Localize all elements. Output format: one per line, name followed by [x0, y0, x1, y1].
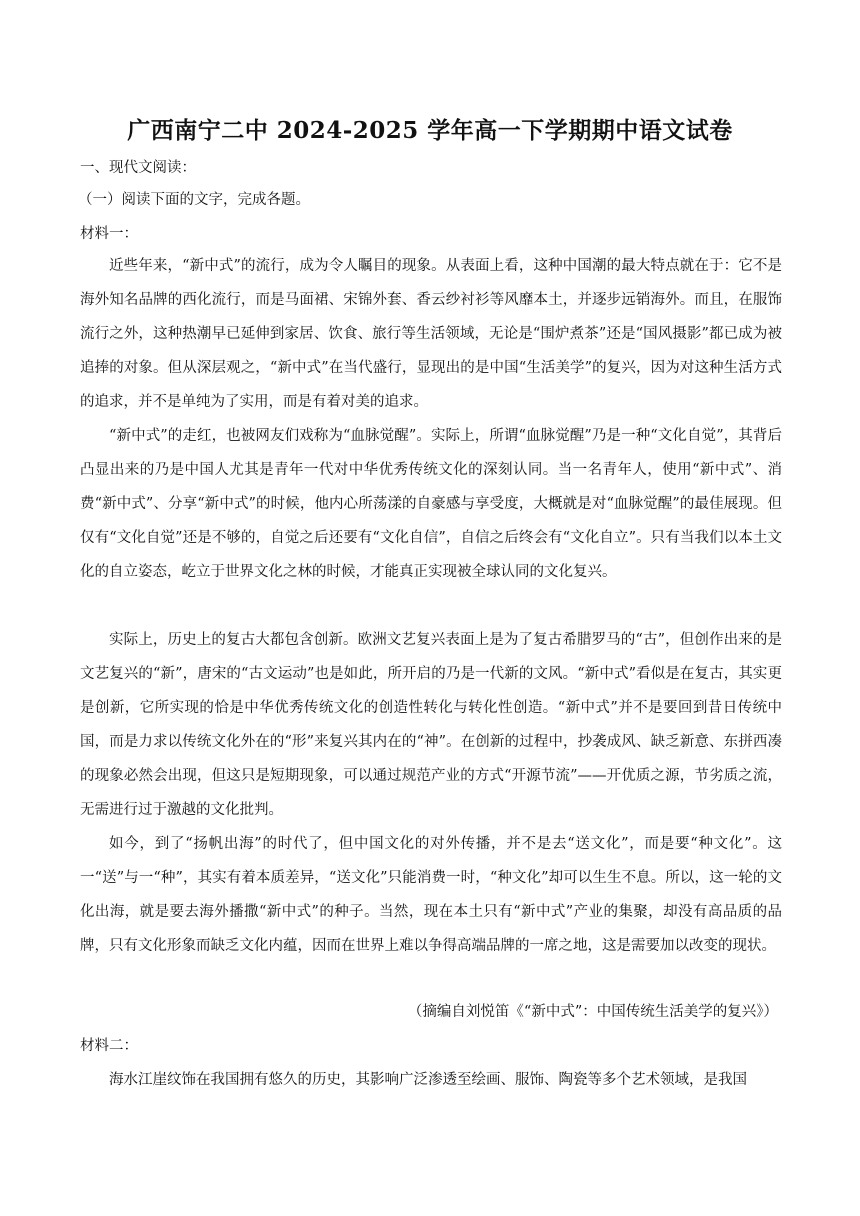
material1-body [80, 249, 782, 419]
material1-paragraph: 近些年来，“新中式”的流行，成为令人瞩目的现象。从表面上看，这种中国潮的最大特点就在于：它不是海外知名品牌的西化流行，而是马面裙、宋锦外套、香云纱衬衫等风靡本土，并逐步远销海外。而且，在服饰流行之外，这种热潮早已延伸到家居、饮食、旅行等生活领域，无论是“围炉煮茶”还是“国风摄影”都已成为被追捧的对象。但从深层观之，“新中式”在当代盛行，显现出的是中国“生活美学”的复兴，因为对这种生活方式的追求，并不是单纯为了实用，而是有着对美的追求。 [80, 258, 782, 410]
section-heading: 一、现代文阅读： [80, 160, 196, 176]
material1-paragraph: “新中式”的走红，也被网友们戏称为“血脉觉醒”。实际上，所谓“血脉觉醒”乃是一种“文化自觉”，其背后凸显出来的乃是中国人尤其是青年一代对中华优秀传统文化的深刻认同。当一名青年人，使用“新中式”、消费“新中式”、分享“新中式”的时候，他内心所荡漾的自豪感与享受度，大概就是对“血脉觉醒”的最佳展现。但仅有“文化自觉”还是不够的，自觉之后还要有“文化自信”，自信之后终会有“文化自立”。只有当我们以本土文化的自立姿态，屹立于世界文化之林的时候，才能真正实现被全球认同的文化复兴。 [80, 428, 782, 580]
material1-source: （摘编自刘悦笛《“新中式”：中国传统生活美学的复兴》） [407, 1004, 778, 1020]
material1-body-2 [80, 419, 782, 589]
document-title: 广西南宁二中 2024-2025 学年高一下学期期中语文试卷 [127, 117, 733, 144]
material1-body-3 [80, 623, 782, 827]
material2-paragraph: 海水江崖纹饰在我国拥有悠久的历史，其影响广泛渗透至绘画、服饰、陶瓷等多个艺术领域，是我国 [109, 1072, 747, 1088]
material1-body-4 [80, 827, 782, 963]
subsection-heading: （一）阅读下面的文字，完成各题。 [78, 192, 310, 208]
material1-paragraph: 如今，到了“扬帆出海”的时代了，但中国文化的对外传播，并不是去“送文化”，而是要“种文化”。这一“送”与一“种”，其实有着本质差异，“送文化”只能消费一时，“种文化”却可以生生不息。所以，这一轮的文化出海，就是要去海外播撒“新中式”的种子。当然，现在本土只有“新中式”产业的集聚，却没有高品质的品牌，只有文化形象而缺乏文化内蕴，因而在世界上难以争得高端品牌的一席之地，这是需要加以改变的现状。 [80, 836, 782, 954]
material2-body [80, 1063, 782, 1097]
material2-label: 材料二： [80, 1038, 138, 1054]
material1-label: 材料一： [80, 226, 138, 242]
material1-paragraph: 实际上，历史上的复古大都包含创新。欧洲文艺复兴表面上是为了复古希腊罗马的“古”，但创作出来的是文艺复兴的“新”，唐宋的“古文运动”也是如此，所开启的乃是一代新的文风。“新中式”看似是在复古，其实更是创新，它所实现的恰是中华优秀传统文化的创造性转化与转化性创造。“新中式”并不是要回到昔日传统中国，而是力求以传统文化外在的“形”来复兴其内在的“神”。在创新的过程中，抄袭成风、缺乏新意、东拼西凑的现象必然会出现，但这只是短期现象，可以通过规范产业的方式“开源节流”——开优质之源，节劣质之流，无需进行过于激越的文化批判。 [80, 632, 782, 818]
